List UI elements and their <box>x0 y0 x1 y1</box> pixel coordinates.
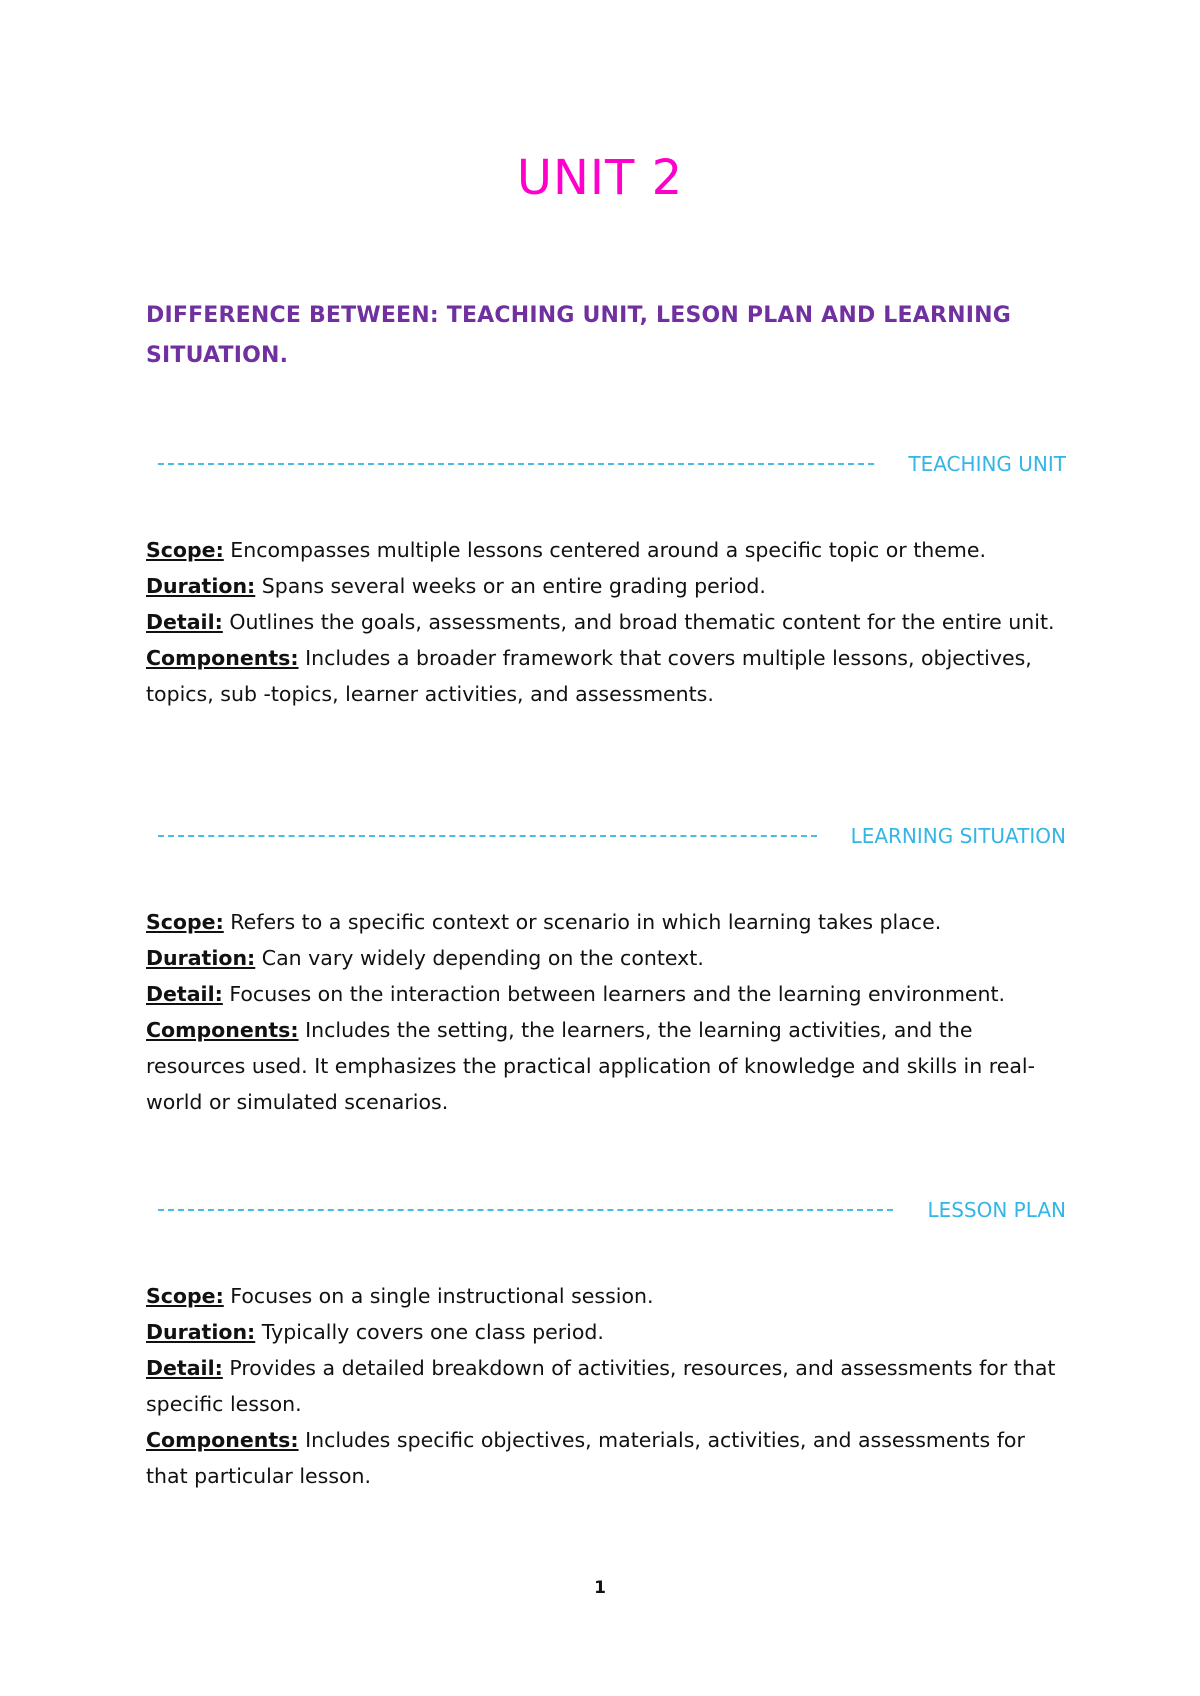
item-label: Detail: <box>146 610 223 634</box>
section-body-lesson-plan <box>146 1278 1056 1494</box>
section-header-teaching-unit <box>158 452 1066 476</box>
subheading: DIFFERENCE BETWEEN: TEACHING UNIT, LESON PLAN AND LEARNING SITUATION. <box>146 303 1011 368</box>
item-text: Includes the setting, the learners, the learning activities, and the resources used. It emphasizes the practical application of knowledge and skills in real-world or simulated scenarios. <box>146 1018 1035 1114</box>
item-scope <box>146 904 1056 940</box>
item-label: Scope: <box>146 538 224 562</box>
dashed-rule <box>158 835 817 837</box>
item-scope <box>146 1278 1056 1314</box>
item-components <box>146 640 1056 712</box>
item-duration <box>146 1314 1056 1350</box>
item-label: Scope: <box>146 1284 224 1308</box>
item-text: Refers to a specific context or scenario in which learning takes place. <box>223 910 942 934</box>
item-detail <box>146 604 1056 640</box>
item-duration <box>146 940 1056 976</box>
section-header-lesson-plan <box>158 1198 1066 1222</box>
page-number: 1 <box>594 1578 606 1598</box>
item-duration <box>146 568 1056 604</box>
item-label: Components: <box>146 1018 299 1042</box>
item-detail <box>146 976 1056 1012</box>
item-label: Duration: <box>146 574 256 598</box>
item-label: Detail: <box>146 982 223 1006</box>
item-text: Encompasses multiple lessons centered around a specific topic or theme. <box>223 538 986 562</box>
item-label: Components: <box>146 1428 299 1452</box>
item-text: Provides a detailed breakdown of activities, resources, and assessments for that specific lesson. <box>146 1356 1056 1416</box>
item-label: Detail: <box>146 1356 223 1380</box>
section-title: TEACHING UNIT <box>908 452 1066 476</box>
section-body-learning-situation <box>146 904 1056 1120</box>
item-text: Can vary widely depending on the context. <box>255 946 704 970</box>
dashed-rule <box>158 1209 893 1211</box>
section-body-teaching-unit <box>146 532 1056 712</box>
item-label: Duration: <box>146 1320 256 1344</box>
item-components <box>146 1422 1056 1494</box>
item-text: Outlines the goals, assessments, and broad thematic content for the entire unit. <box>222 610 1055 634</box>
item-text: Spans several weeks or an entire grading period. <box>255 574 766 598</box>
dashed-rule <box>158 463 874 465</box>
item-text: Focuses on a single instructional session. <box>223 1284 654 1308</box>
item-text: Includes a broader framework that covers multiple lessons, objectives, topics, sub -topics, learner activities, and assessments. <box>146 646 1032 706</box>
item-scope <box>146 532 1056 568</box>
item-label: Duration: <box>146 946 256 970</box>
item-text: Includes specific objectives, materials, activities, and assessments for that particular lesson. <box>146 1428 1025 1488</box>
section-title: LEARNING SITUATION <box>850 824 1066 848</box>
item-label: Scope: <box>146 910 224 934</box>
item-text: Typically covers one class period. <box>255 1320 604 1344</box>
item-text: Focuses on the interaction between learners and the learning environment. <box>222 982 1006 1006</box>
item-detail <box>146 1350 1056 1422</box>
page-title: UNIT 2 <box>516 150 684 206</box>
item-components <box>146 1012 1056 1120</box>
section-title: LESSON PLAN <box>927 1198 1066 1222</box>
item-label: Components: <box>146 646 299 670</box>
section-header-learning-situation <box>158 824 1066 848</box>
